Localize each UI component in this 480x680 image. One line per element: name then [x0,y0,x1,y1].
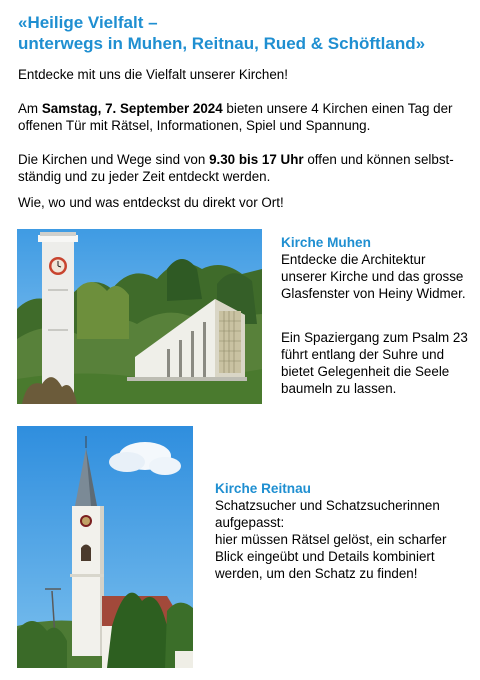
reitnau-text-1: Schatzsucher und Schatzsucherinnen aufgepasst: [215,498,440,530]
hours-suffix: offen und können selbst-ständig und zu jeder Zeit entdeckt werden. [18,152,454,184]
opening-hours: 9.30 bis 17 Uhr [209,152,304,167]
intro-text: Entdecke mit uns die Vielfalt unserer Kirchen! [18,67,288,82]
hours-prefix: Die Kirchen und Wege sind von [18,152,210,167]
title-line-2: unterwegs in Muhen, Reitnau, Rued & Schöftland» [18,34,426,53]
event-suffix: bieten unsere 4 Kirchen einen Tag der offenen Tür mit Rätsel, Informationen, Spiel und Spannung. [18,101,453,133]
event-date-paragraph [18,100,470,134]
title-line-1: «Heilige Vielfalt – [18,13,158,32]
reitnau-text-2: hier müssen Rätsel gelöst, ein scharfer Blick eingeübt und Details kombiniert werden, um den Schatz zu finden! [215,532,447,581]
question-text: Wie, wo und was entdeckst du direkt vor Ort! [18,195,284,210]
event-title [18,12,468,54]
reitnau-heading: Kirche Reitnau [215,481,311,496]
muhen-text-2: Ein Spaziergang zum Psalm 23 führt entlang der Suhre und bietet Gelegenheit die Seele baumeln zu lassen. [281,330,468,396]
event-prefix: Am [18,101,42,116]
event-date: Samstag, 7. September 2024 [41,101,223,116]
opening-hours-paragraph [18,151,470,185]
reitnau-church-photo [17,426,193,668]
muhen-church-photo [17,229,262,404]
muhen-heading: Kirche Muhen [281,235,371,250]
muhen-text-1: Entdecke die Architektur unserer Kirche und das grosse Glasfenster von Heiny Widmer. [281,252,466,301]
